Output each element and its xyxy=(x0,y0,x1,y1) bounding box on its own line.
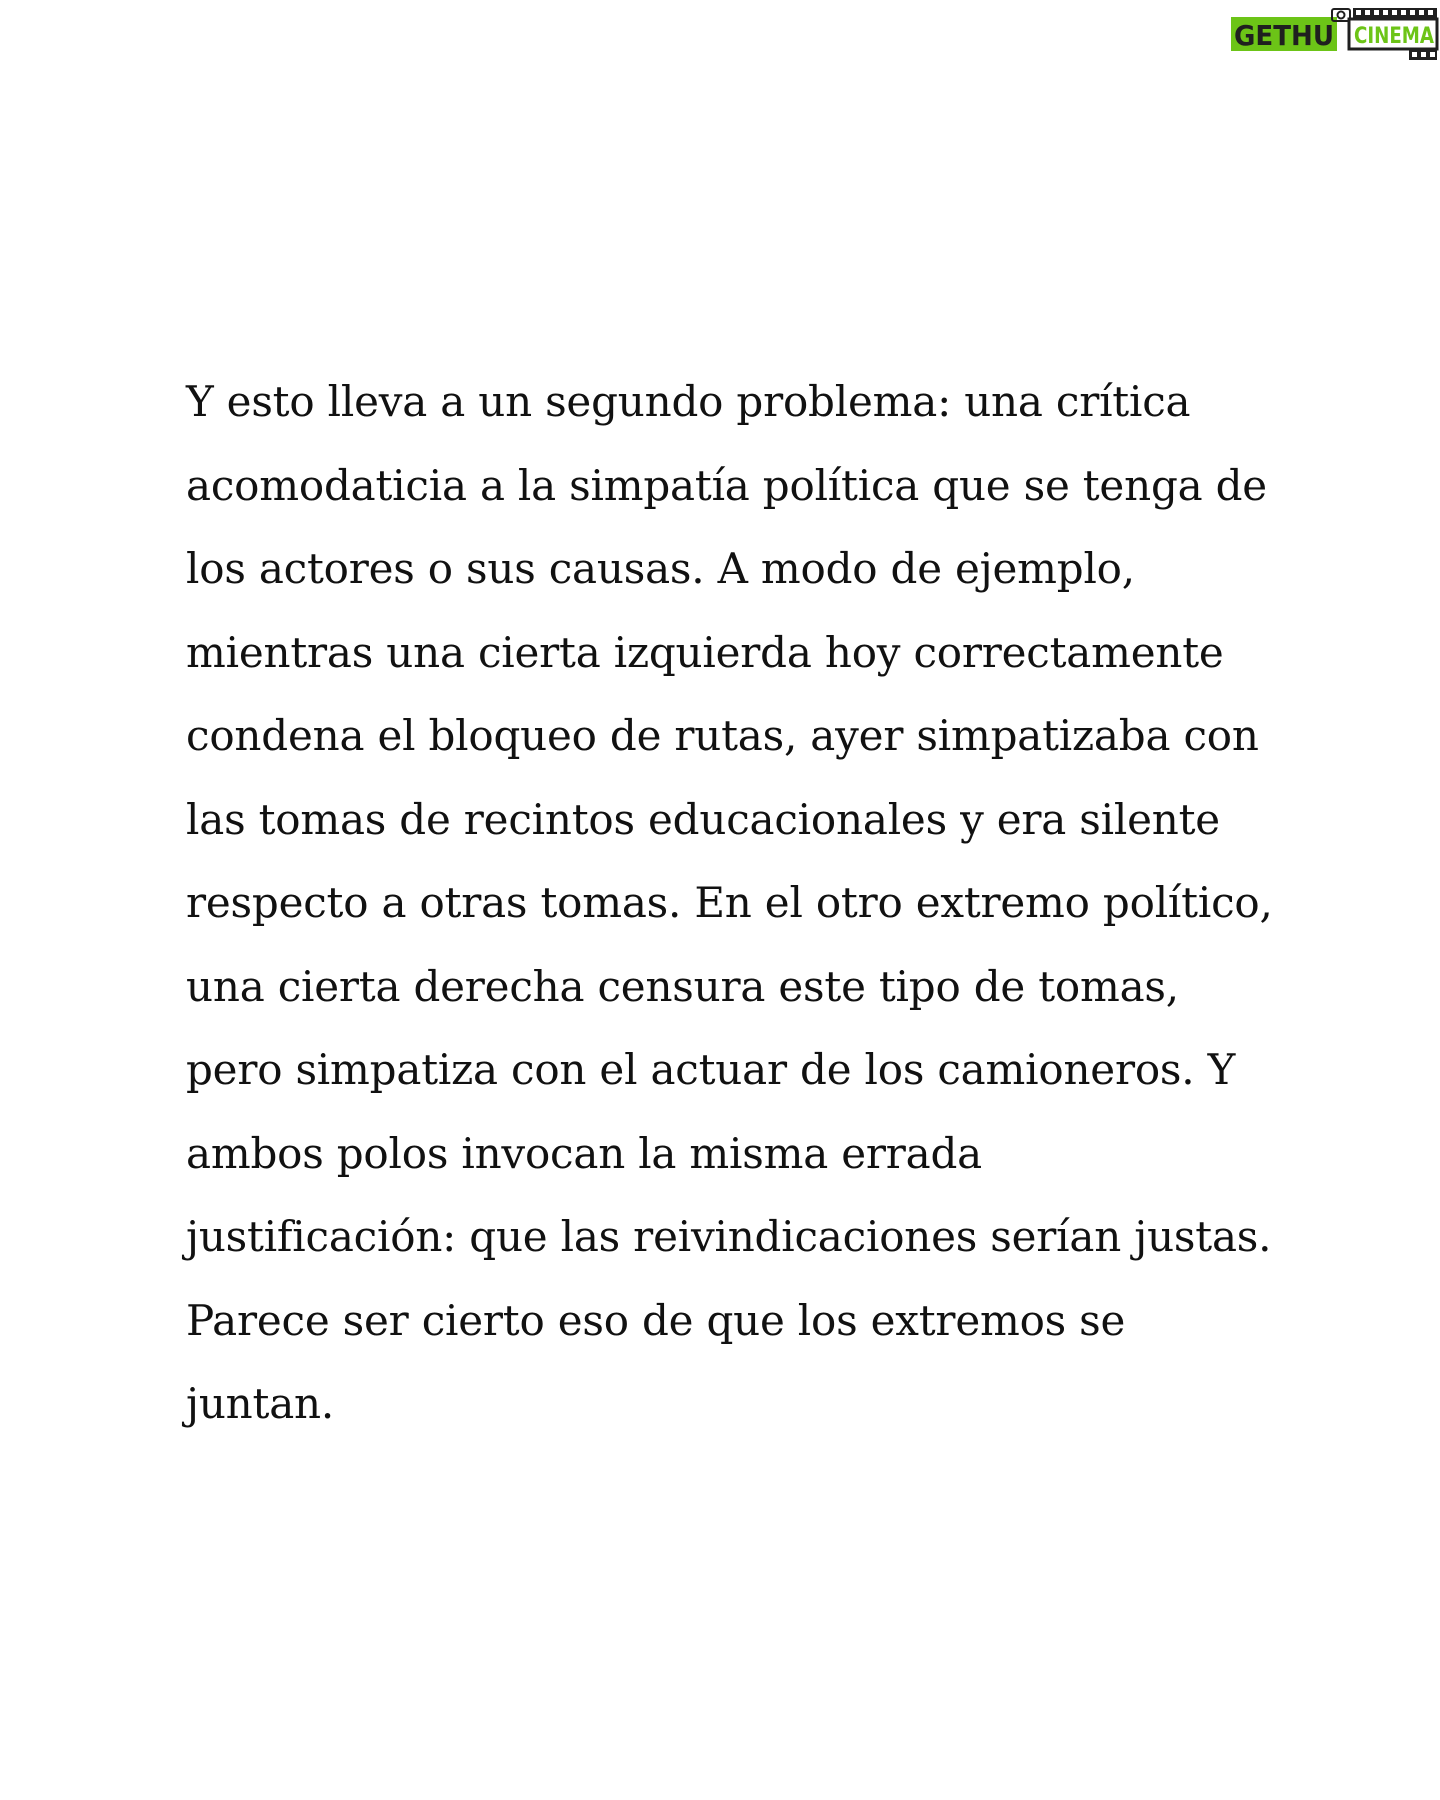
text-line: justificación: que las reivindicaciones serían justas. xyxy=(186,1212,1272,1261)
text-line: los actores o sus causas. A modo de ejemplo, xyxy=(186,544,1135,593)
logo-text-gethu: GETHU xyxy=(1234,19,1334,52)
text-line: respecto a otras tomas. En el otro extremo político, xyxy=(186,878,1273,927)
text-line: las tomas de recintos educacionales y era silente xyxy=(186,794,1220,844)
text-line: Y esto lleva a un segundo problema: una crítica xyxy=(186,377,1191,426)
text-line: Parece ser cierto eso de que los extremos se xyxy=(186,1295,1126,1345)
text-line: pero simpatiza con el actuar de los camioneros. Y xyxy=(186,1045,1236,1094)
text-line: ambos polos invocan la misma errada xyxy=(186,1128,983,1178)
gethucinema-logo xyxy=(1225,6,1440,62)
text-line: mientras una cierta izquierda hoy correctamente xyxy=(186,627,1224,677)
text-line: acomodaticia a la simpatía política que se tenga de xyxy=(186,460,1267,510)
text-line: juntan. xyxy=(186,1379,335,1428)
logo-text-cinema: CINEMA xyxy=(1354,24,1434,49)
article-body xyxy=(186,360,1286,1446)
text-line: condena el bloqueo de rutas, ayer simpatizaba con xyxy=(186,711,1259,760)
text-line: una cierta derecha censura este tipo de tomas, xyxy=(186,961,1179,1011)
